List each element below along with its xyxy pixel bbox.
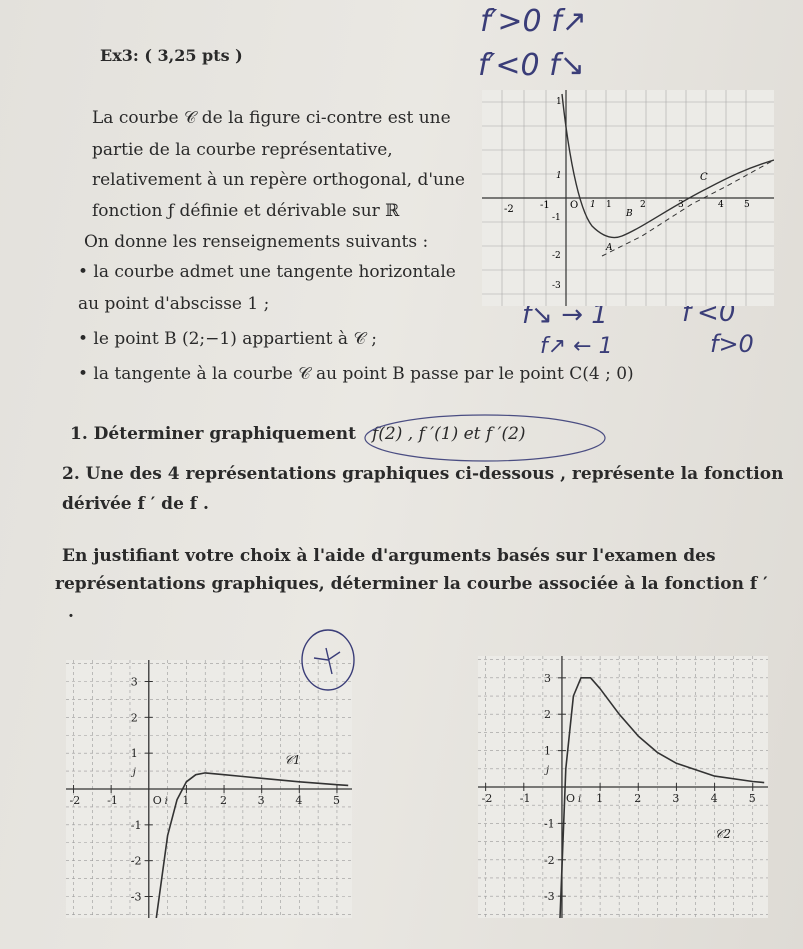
x-tick-label: 1 [182,794,190,807]
top-graph-x-label-4: 4 [718,200,724,210]
intro-line-8: • le point B (2;−1) appartient à 𝒞 ; [78,329,377,349]
top-graph-origin-label: O [570,200,579,211]
unit-j-label: j [545,764,550,776]
y-tick-label: 2 [130,711,138,725]
y-tick-label: -3 [130,890,142,904]
curve-name-label: 𝒞2 [714,826,731,841]
justify-line-2: représentations graphiques, déterminer la courbe associée à la fonction f ′ [55,574,768,594]
intro-line-3: relativement à un repère orthogonal, d'une [92,170,465,190]
y-tick-label: -2 [130,854,142,868]
y-tick-label: 1 [543,744,551,758]
intro-line-2: partie de la courbe représentative, [92,140,393,160]
question-1: 1. Déterminer graphiquement [70,424,356,444]
y-tick-label: -1 [130,818,142,832]
y-tick-label: 3 [130,675,138,689]
question-2-line-1: 2. Une des 4 représentations graphiques ci-dessous , représente la fonction [62,464,784,484]
unit-i-label: i [164,796,168,807]
x-tick-label: -2 [69,794,81,807]
question-2-line-2: dérivée f ′ de f . [62,494,209,514]
justify-line-3: . [68,602,74,622]
y-tick-label: -3 [543,890,555,904]
top-graph-x-label-i: 1 [590,200,596,210]
top-graph-point-c-label: C [700,172,708,183]
handwritten-check-circle [296,622,360,694]
curve-c-line [562,94,774,238]
question-1-math: f(2) , f ′(1) et f ′(2) [372,424,526,444]
top-graph-x-label-2: 2 [640,200,646,210]
x-tick-label: O [565,792,575,805]
x-tick-label: 5 [748,792,756,805]
handwriting-note-4: f′<0 [682,298,736,328]
x-tick-label: 4 [295,794,303,807]
handwriting-note-6: f>0 [710,330,754,358]
top-graph-x-label-5: 5 [744,200,750,210]
handwritten-oval [360,410,610,466]
x-tick-label: O [152,794,162,807]
intro-line-4: fonction ƒ définie et dérivable sur ℝ [92,201,400,221]
x-tick-label: -1 [519,792,531,805]
x-tick-label: 2 [634,792,642,805]
x-tick-label: 5 [332,794,340,807]
x-tick-label: -2 [481,792,493,805]
unit-i-label: i [578,794,582,805]
top-graph-y-label-j: 1 [556,171,562,181]
handwriting-note-1: f′>0 f↗ [480,4,587,39]
justify-line-1: En justifiant votre choix à l'aide d'arguments basés sur l'examen des [62,546,716,566]
x-tick-label: -1 [107,794,118,807]
x-tick-label: 3 [672,792,680,805]
x-tick-label: 2 [220,794,228,807]
intro-line-7: au point d'abscisse 1 ; [78,294,270,314]
top-graph-point-b-label: B [626,209,633,219]
handwriting-note-5: f↗ ← 1 [540,334,613,359]
unit-j-label: j [132,767,136,779]
handwriting-note-2: f′<0 f↘ [478,48,585,83]
handwriting-note-3: f↘ → 1 [522,300,608,330]
y-tick-label: -1 [543,817,555,831]
intro-line-6: • la courbe admet une tangente horizontale [78,262,456,282]
top-graph-y-label-top: 1 [556,97,562,107]
intro-line-5: On donne les renseignements suivants : [84,232,429,252]
graph-c1 [66,660,352,918]
top-graph-x-label-m2: -2 [504,204,514,215]
top-graph-curve-c [482,90,774,306]
top-graph-y-label-m2: -2 [552,251,561,261]
intro-line-9: • la tangente à la courbe 𝒞 au point B passe par le point C(4 ; 0) [78,364,634,384]
intro-line-1: La courbe 𝒞 de la figure ci-contre est une [92,108,451,128]
top-graph-point-a-label: A [606,243,613,253]
top-graph-x-label-1: 1 [606,200,612,210]
y-tick-label: -2 [543,853,555,867]
top-graph-y-label-m1: -1 [552,213,561,223]
top-graph-x-label-3: 3 [678,200,684,210]
x-tick-label: 4 [710,792,718,805]
exercise-title: Ex3: ( 3,25 pts ) [100,46,243,65]
x-tick-label: 3 [257,794,265,807]
y-tick-label: 1 [130,747,138,761]
top-graph-y-label-m3: -3 [552,281,561,291]
y-tick-label: 3 [543,671,551,685]
curve-c2-line [560,678,764,918]
curve-name-label: 𝒞1 [284,752,301,767]
top-graph-x-label-m1: -1 [540,200,550,211]
y-tick-label: 2 [543,708,551,722]
x-tick-label: 1 [596,792,604,805]
graph-c2 [478,656,768,918]
